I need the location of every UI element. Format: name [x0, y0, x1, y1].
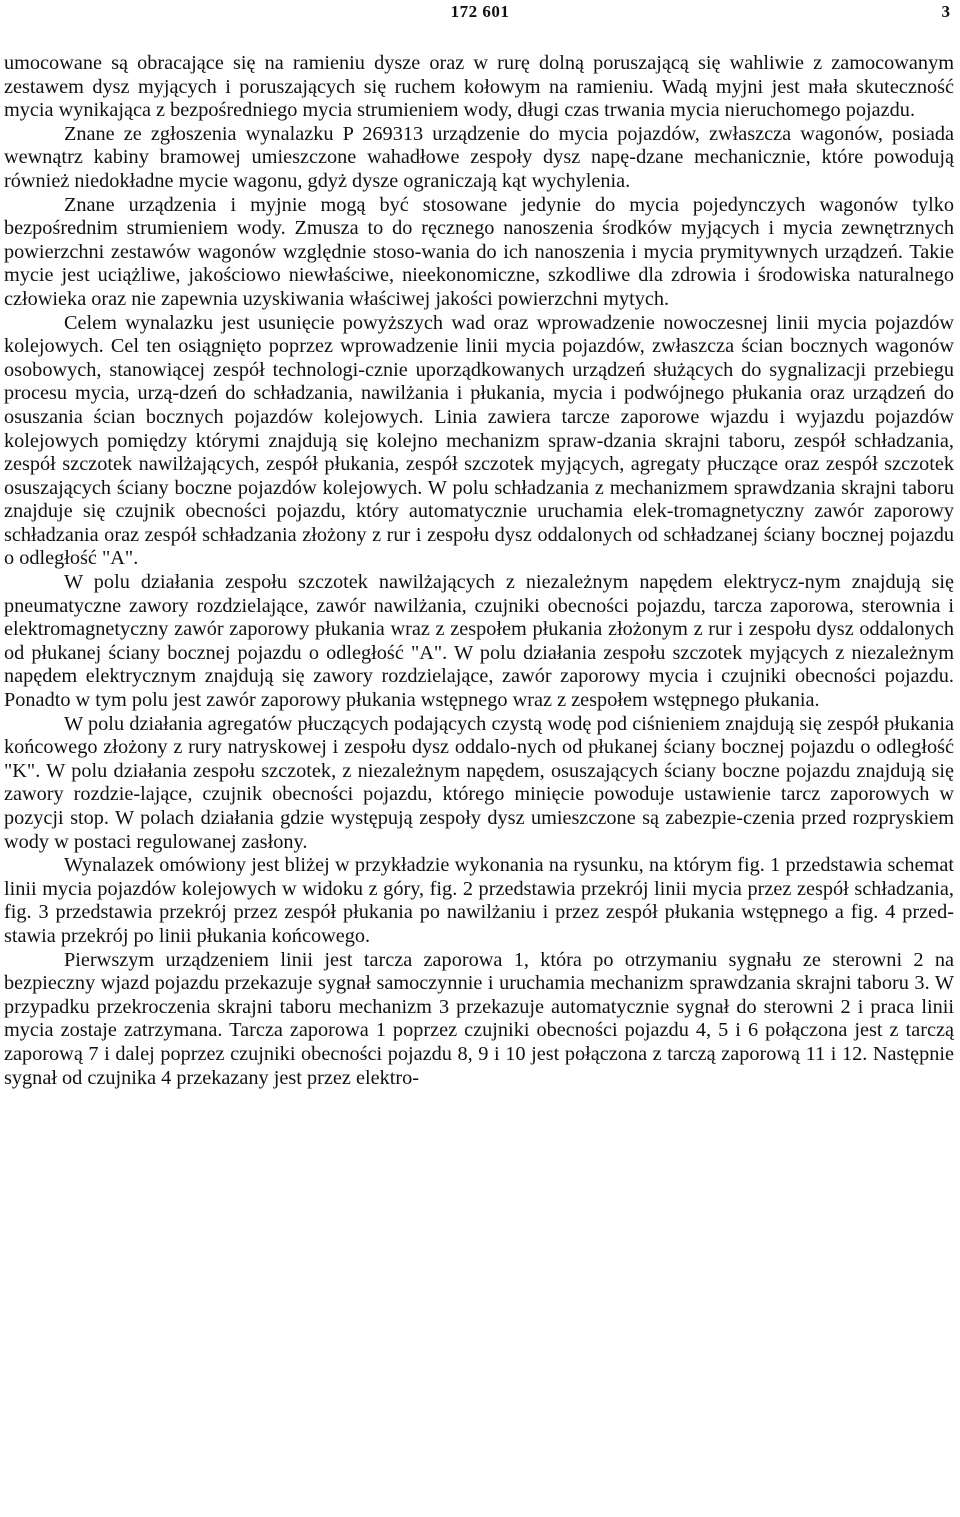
paragraph: Pierwszym urządzeniem linii jest tarcza zaporowa 1, która po otrzymaniu sygnału ze sterowni 2 na bezpieczny wjazd pojazdu przekazuje sygnał samoczynnie i uruchamia mechanizm sprawdzania skrajni taboru 3. W przypadku przekroczenia skrajni taboru mechanizm 3 przekazuje automatycznie sygnał do sterowni 2 i praca linii mycia zostaje zatrzymana. Tarcza zaporowa 1 poprzez czujniki obecności pojazdu 4, 5 i 6 połączona jest z tarczą zaporową 7 i dalej poprzez czujniki obecności pojazdu 8, 9 i 10 jest połączona z tarczą zaporową 11 i 12. Następnie sygnał od czujnika 4 przekazany jest przez elektro- [4, 948, 954, 1089]
paragraph: Celem wynalazku jest usunięcie powyższych wad oraz wprowadzenie nowoczesnej linii mycia pojazdów kolejowych. Cel ten osiągnięto poprzez wprowadzenie linii mycia pojazdów, zwłaszcza ścian bocznych wagonów osobowych, stanowiącej zespół technologi-cznie uporządkowanych urządzeń służących do sygnalizacji przebiegu procesu mycia, urzą-dzeń do schładzania, nawilżania i płukania, mycia i podwójnego płukania oraz urządzeń do osuszania ścian bocznych pojazdów kolejowych. Linia zawiera tarcze zaporowe wjazdu i wyjazdu pojazdów kolejowych pomiędzy którymi znajdują się kolejno mechanizm spraw-dzania skrajni taboru, zespół schładzania, zespół szczotek nawilżających, zespół płukania, zespół szczotek myjących, agregaty płuczące oraz zespół szczotek osuszających ściany boczne pojazdów kolejowych. W polu schładzania z mechanizmem sprawdzania skrajni taboru znajduje się czujnik obecności pojazdu, który automatycznie uruchamia elek-tromagnetyczny zawór zaporowy schładzania oraz zespół schładzania złożony z rur i zespołu dysz oddalonych od schładzanej ściany bocznej pojazdu o odległość "A". [4, 311, 954, 570]
paragraph: Wynalazek omówiony jest bliżej w przykładzie wykonania na rysunku, na którym fig. 1 przedstawia schemat linii mycia pojazdów kolejowych w widoku z góry, fig. 2 przedstawia przekrój linii mycia przez zespół schładzania, fig. 3 przedstawia przekrój przez zespół płukania po nawilżaniu i przez zespół płukania wstępnego a fig. 4 przed-stawia przekrój po linii płukania końcowego. [4, 854, 954, 947]
paragraph: W polu działania zespołu szczotek nawilżających z niezależnym napędem elektrycz-nym znajdują się pneumatyczne zawory rozdzielające, zawór nawilżania, czujniki obecności pojazdu, tarcza zaporowa, sterownia i elektromagnetyczny zawór zaporowy płukania wraz z zespołem płukania złożonym z rur i zespołu dysz oddalonych od płukanej ściany bocznej pojazdu o odległość "A". W polu działania zespołu szczotek myjących z niezależnym napędem elektrycznym znajdują się zawory rozdzielające, zawór zaporowy mycia i czujniki obecności pojazdu. Ponadto w tym polu jest zawór zaporowy płukania wstępnego wraz z zespołem wstępnego płukania. [4, 571, 954, 712]
page-number: 3 [941, 2, 950, 21]
paragraph: umocowane są obracające się na ramieniu dysze oraz w rurę dolną poruszającą się wahliwie z zamocowanym zestawem dysz myjących i poruszających się ruchem kołowym na ramieniu. Wadą myjni jest mała skuteczność mycia wynikająca z bezpośredniego mycia strumieniem wody, długi czas trwania mycia nieruchomego pojazdu. [4, 52, 954, 122]
paragraph: W polu działania agregatów płuczących podających czystą wodę pod ciśnieniem znajdują się zespół płukania końcowego złożony z rury natryskowej i zespołu dysz oddalo-nych od płukanej ściany bocznej pojazdu o odległość "K". W polu działania zespołu szczotek, z niezależnym napędem, osuszających ściany boczne pojazdu znajdują się zawory rozdzie-lające, czujnik obecności pojazdu, którego minięcie powoduje ustawienie tarcz zaporowych w pozycji stop. W polach działania gdzie występują zespoły dysz umieszczone są zabezpie-czenia przed rozpryskiem wody w postaci regulowanej zasłony. [4, 712, 954, 853]
page-header [0, 0, 960, 30]
document-body [4, 52, 954, 1090]
paragraph: Znane ze zgłoszenia wynalazku P 269313 urządzenie do mycia pojazdów, zwłaszcza wagonów, posiada wewnątrz kabiny bramowej umieszczone wahadłowe zespoły dysz napę-dzane mechanicznie, które powodują również niedokładne mycie wagonu, gdyż dysze ograniczają kąt wychylenia. [4, 122, 954, 192]
paragraph: Znane urządzenia i myjnie mogą być stosowane jedynie do mycia pojedynczych wagonów tylko bezpośrednim strumieniem wody. Zmusza to do ręcznego nanoszenia środków myjących i mycia zewnętrznych powierzchni zestawów wagonów względnie stoso-wania do ich nanoszenia i mycia prymitywnych urządzeń. Takie mycie jest uciążliwe, jakościowo niewłaściwe, nieekonomiczne, szkodliwe dla zdrowia i środowiska naturalnego człowieka oraz nie zapewnia uzyskiwania właściwej jakości powierzchni mytych. [4, 193, 954, 310]
document-number: 172 601 [450, 2, 510, 21]
